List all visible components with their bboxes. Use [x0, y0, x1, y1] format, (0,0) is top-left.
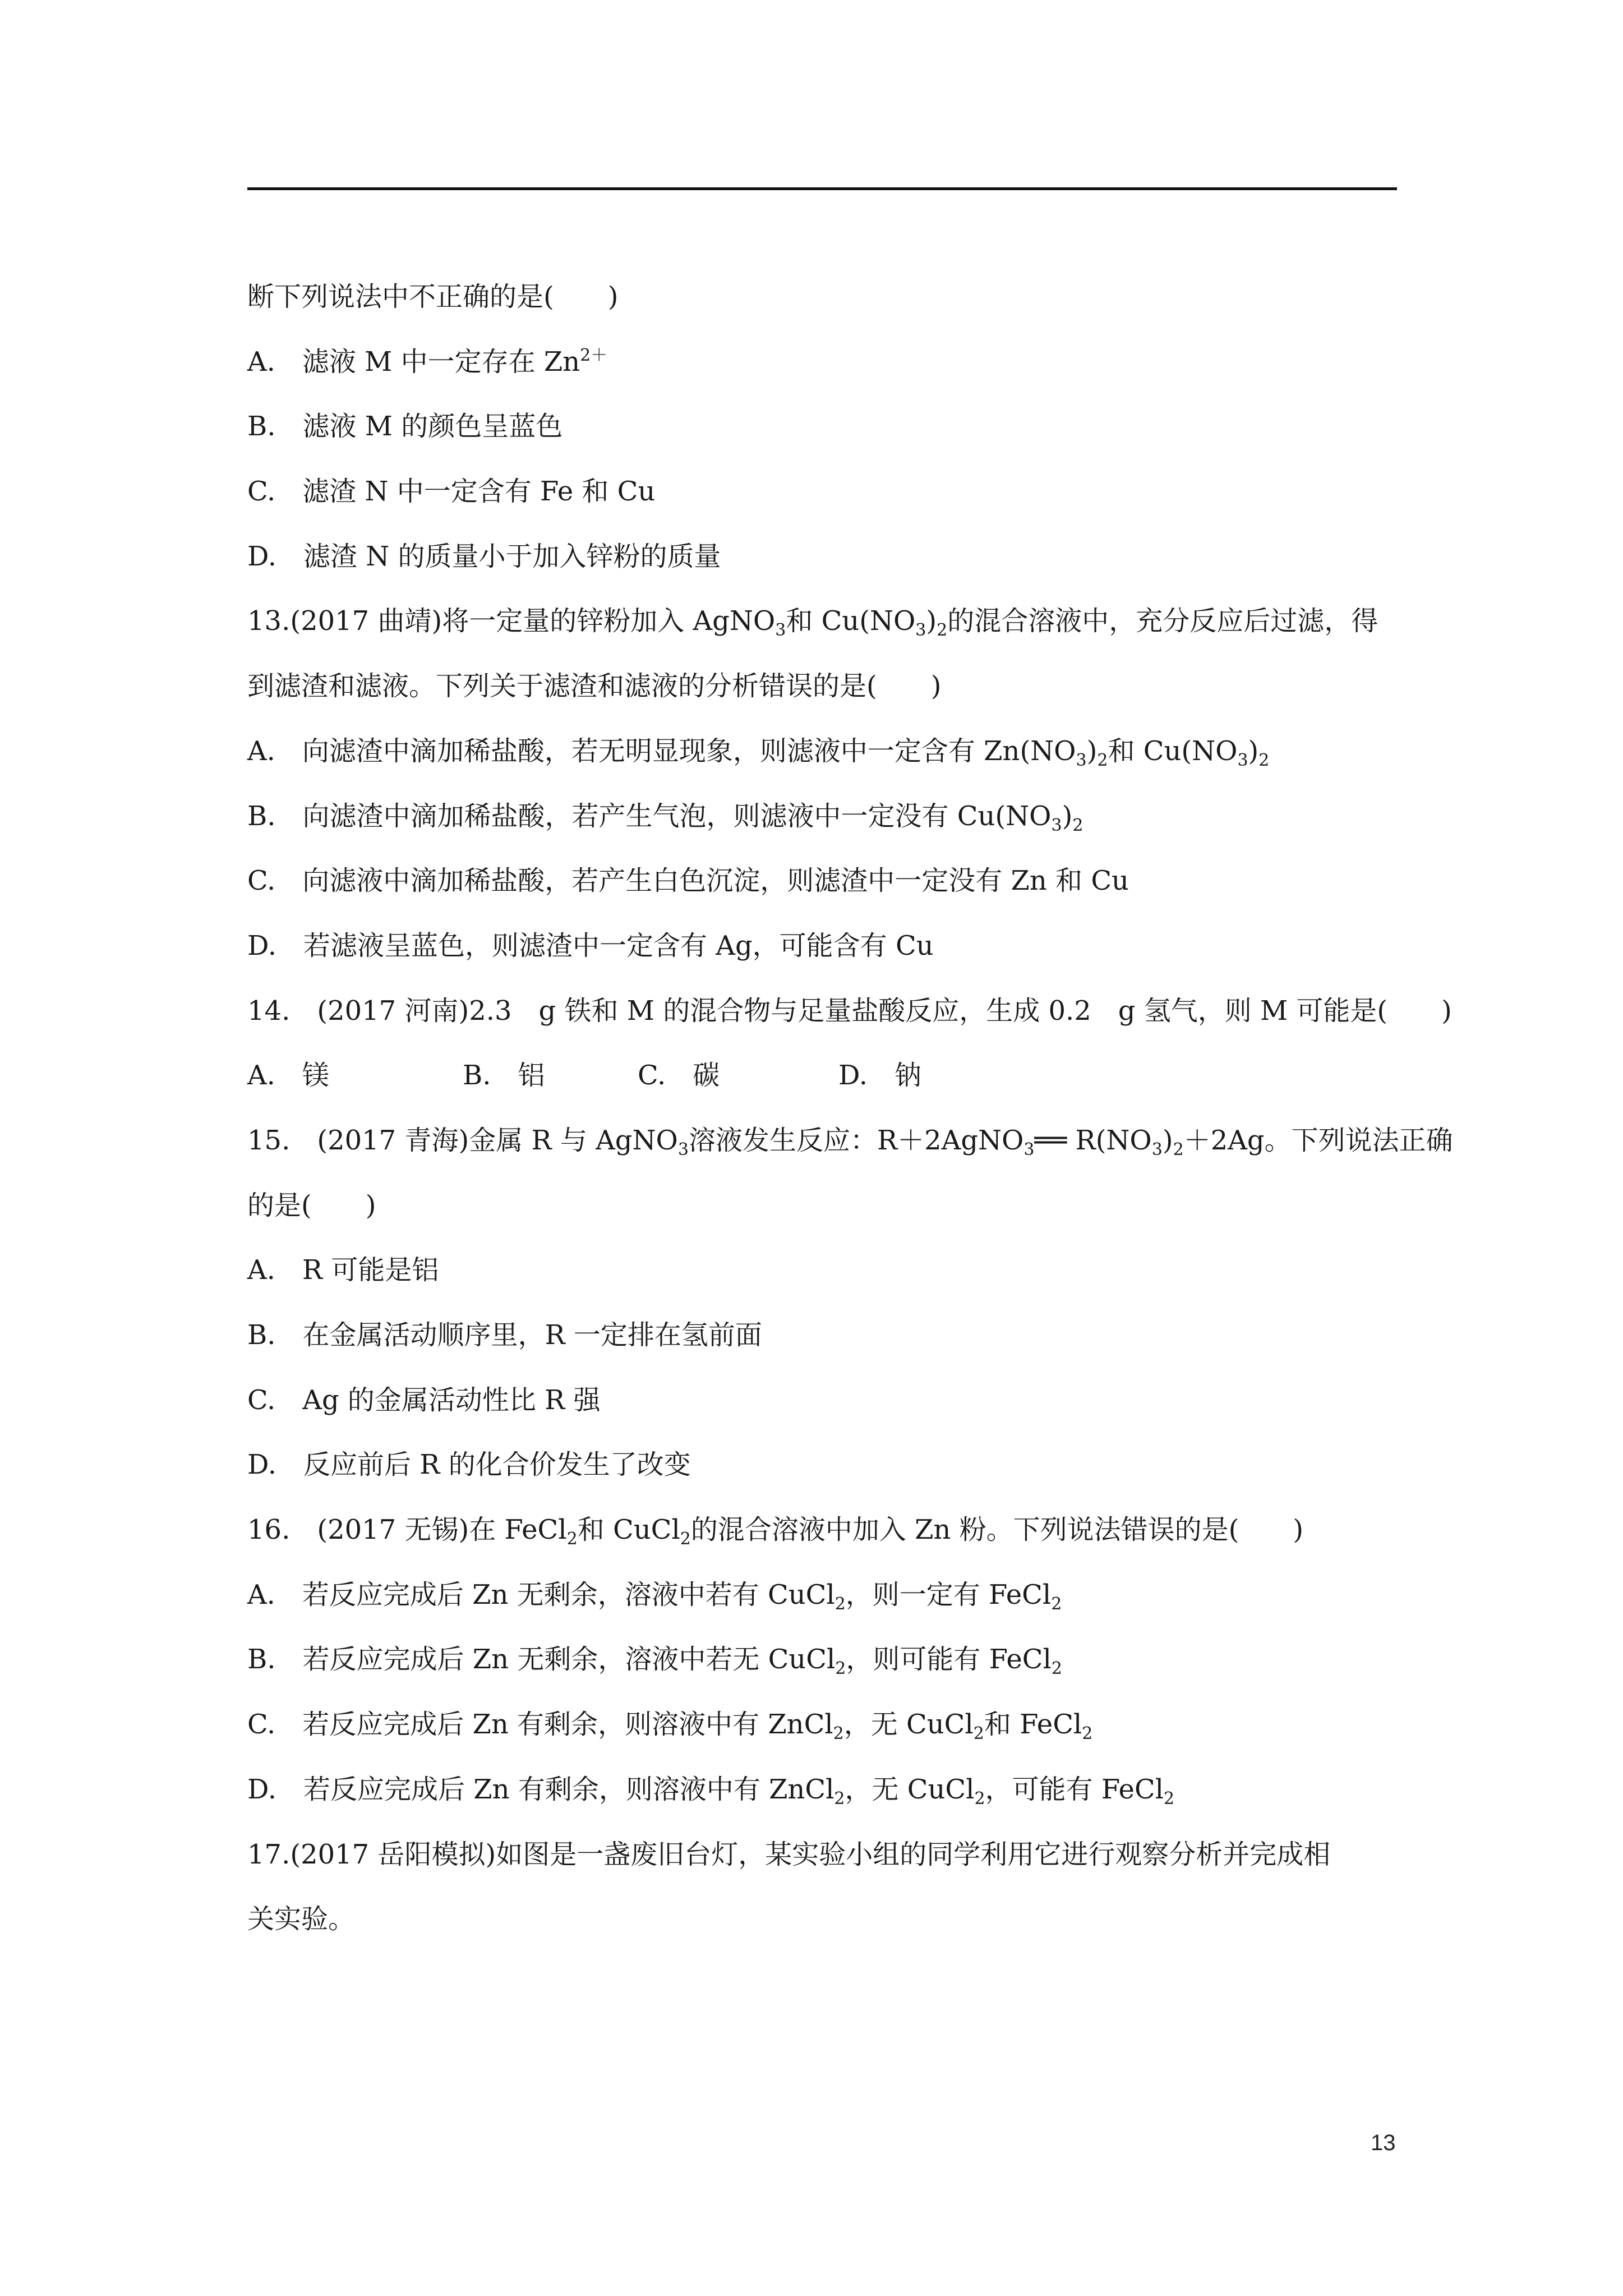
q16-option-c: C. 若反应完成后 Zn 有剩余，则溶液中有 ZnCl$_2$，无 CuCl$_2$和 FeCl$_2$	[247, 1709, 1093, 1744]
q13-option-b: B. 向滤渣中滴加稀盐酸，若产生气泡，则滤液中一定没有 $Cu(NO_3)_2$	[247, 800, 1083, 835]
q13-option-c: C. 向滤液中滴加稀盐酸，若产生白色沉淀，则滤渣中一定没有 Zn 和 Cu	[247, 865, 1129, 897]
q16-option-d: D. 若反应完成后 Zn 有剩余，则溶液中有 ZnCl$_2$，无 CuCl$_2$，可能有 FeCl$_2$	[247, 1773, 1175, 1809]
q12-option-c: C. 滤渣 N 中一定含有 Fe 和 Cu	[247, 476, 656, 508]
q15-option-d: D. 反应前后 R 的化合价发生了改变	[247, 1449, 691, 1481]
document-body	[247, 280, 1453, 1968]
q15-stem-line-1: 15. (2017 青海)金属 R 与 AgNO$_3$溶液发生反应：R＋2AgNO$_3$══ $R(NO_3)_2+2Ag$。下列说法正确	[247, 1124, 1453, 1159]
q17-stem-line-2: 关实验。	[247, 1903, 356, 1935]
q17-stem-line-1: 17.(2017 岳阳模拟)如图是一盏废旧台灯，某实验小组的同学利用它进行观察分析并完成相	[247, 1838, 1331, 1870]
q14-options	[247, 1059, 1408, 1092]
q13-stem-line-2: 到滤渣和滤液。下列关于滤渣和滤液的分析错误的是( )	[247, 670, 942, 702]
page-number: 13	[1371, 2131, 1396, 2155]
q16-stem: 16. (2017 无锡)在 FeCl$_2$和 CuCl$_2$的混合溶液中加入 Zn 粉。下列说法错误的是( )	[247, 1514, 1304, 1549]
q15-option-a: A. R 可能是铝	[247, 1254, 439, 1286]
header-rule	[247, 187, 1397, 190]
q14-stem: 14. (2017 河南)2.3 g 铁和 M 的混合物与足量盐酸反应，生成 0.2 g 氢气，则 M 可能是( )	[247, 995, 1452, 1027]
q12-option-a: A. 滤液 M 中一定存在 $Zn^{2+}$	[247, 345, 608, 378]
q14-option-d: D. 钠	[838, 1060, 922, 1092]
q15-stem-line-2: 的是( )	[247, 1189, 376, 1221]
q13-option-a: A. 向滤渣中滴加稀盐酸，若无明显现象，则滤液中一定含有 $Zn(NO_3)_2$和 $Cu(NO_3)_2$	[247, 735, 1270, 770]
q16-option-a: A. 若反应完成后 Zn 无剩余，溶液中若有 CuCl$_2$，则一定有 FeCl$_2$	[247, 1579, 1062, 1614]
q15-option-c: C. Ag 的金属活动性比 R 强	[247, 1384, 601, 1416]
q14-option-a: A. 镁	[247, 1060, 329, 1092]
q13-option-d: D. 若滤液呈蓝色，则滤渣中一定含有 Ag，可能含有 Cu	[247, 930, 934, 961]
q15-option-b: B. 在金属活动顺序里，R 一定排在氢前面	[247, 1319, 762, 1351]
q12-option-d: D. 滤渣 N 的质量小于加入锌粉的质量	[247, 540, 721, 572]
q12-option-b: B. 滤液 M 的颜色呈蓝色	[247, 411, 563, 443]
q14-option-c: C. 碳	[638, 1060, 720, 1092]
q14-option-b: B. 铝	[463, 1060, 545, 1092]
q16-option-b: B. 若反应完成后 Zn 无剩余，溶液中若无 CuCl$_2$，则可能有 FeCl$_2$	[247, 1644, 1062, 1679]
question-12-stem-continuation: 断下列说法中不正确的是( )	[247, 281, 619, 312]
q13-stem-line-1: 13.(2017 曲靖)将一定量的锌粉加入 AgNO$_3$和 $Cu(NO_3)_2$的混合溶液中，充分反应后过滤，得	[247, 605, 1378, 641]
